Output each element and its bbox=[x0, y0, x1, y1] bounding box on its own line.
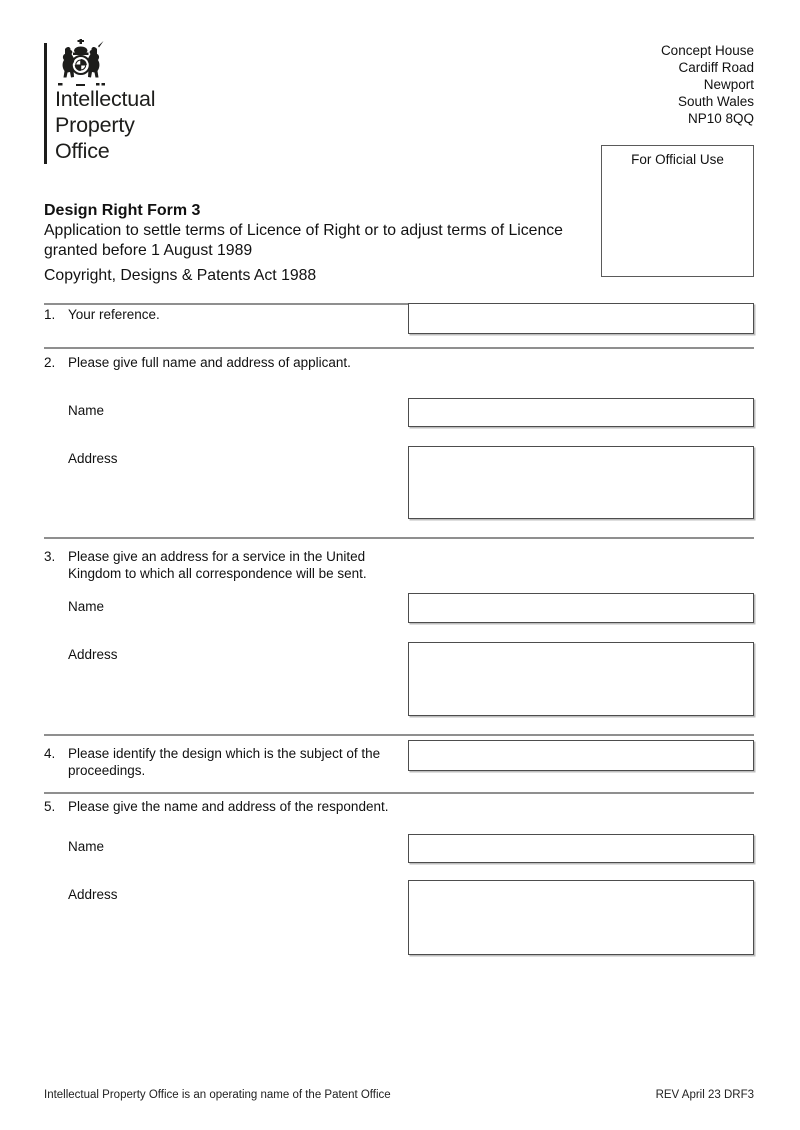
address-line: Newport bbox=[703, 77, 754, 92]
form-act-line: Copyright, Designs & Patents Act 1988 bbox=[44, 267, 317, 284]
section-4-question: Please identify the design which is the subject of the proceedings. bbox=[68, 746, 381, 778]
service-name-input[interactable] bbox=[408, 593, 754, 623]
form-title: Design Right Form 3 bbox=[44, 202, 201, 219]
footer-operating-name: Intellectual Property Office is an operating name of the Patent Office bbox=[44, 1089, 391, 1101]
section-2-question: Please give full name and address of applicant. bbox=[68, 355, 351, 370]
address-line: Cardiff Road bbox=[678, 60, 754, 75]
section-5-question: Please give the name and address of the respondent. bbox=[68, 799, 389, 814]
logo-vertical-bar bbox=[44, 43, 47, 164]
respondent-address-input[interactable] bbox=[408, 880, 754, 955]
form-subtitle: Application to settle terms of Licence of Right or to adjust terms of Licence granted before 1 August 1989 bbox=[44, 222, 563, 259]
service-address-label: Address bbox=[68, 647, 118, 662]
your-reference-input[interactable] bbox=[408, 303, 754, 334]
section-divider bbox=[44, 537, 754, 539]
section-5-number: 5. bbox=[44, 799, 56, 814]
section-3-number: 3. bbox=[44, 549, 56, 564]
address-line: NP10 8QQ bbox=[687, 111, 754, 126]
ipo-logo-wordmark bbox=[55, 86, 155, 164]
section-divider bbox=[44, 792, 754, 794]
design-subject-input[interactable] bbox=[408, 740, 754, 771]
office-address-block bbox=[661, 42, 754, 127]
section-1-number: 1. bbox=[44, 307, 56, 322]
service-name-label: Name bbox=[68, 599, 105, 614]
for-official-use-label: For Official Use bbox=[631, 152, 724, 167]
respondent-name-label: Name bbox=[68, 839, 105, 854]
royal-coat-of-arms-icon bbox=[54, 39, 108, 87]
logo-line-3: Office bbox=[55, 139, 110, 163]
section-3-question: Please give an address for a service in the United Kingdom to which all correspondence will be sent. bbox=[68, 549, 367, 581]
address-line: Concept House bbox=[660, 43, 754, 58]
section-2-number: 2. bbox=[44, 355, 56, 370]
section-4-number: 4. bbox=[44, 746, 56, 761]
service-address-input[interactable] bbox=[408, 642, 754, 716]
respondent-name-input[interactable] bbox=[408, 834, 754, 863]
section-1-question: Your reference. bbox=[68, 307, 160, 322]
footer-revision-code: REV April 23 DRF3 bbox=[655, 1089, 754, 1101]
respondent-address-label: Address bbox=[68, 887, 118, 902]
applicant-name-input[interactable] bbox=[408, 398, 754, 427]
for-official-use-box bbox=[601, 145, 754, 277]
applicant-name-label: Name bbox=[68, 403, 105, 418]
section-divider bbox=[44, 734, 754, 736]
applicant-address-label: Address bbox=[68, 451, 118, 466]
logo-line-2: Property bbox=[55, 113, 135, 137]
address-line: South Wales bbox=[677, 94, 754, 109]
section-divider bbox=[44, 347, 754, 349]
logo-line-1: Intellectual bbox=[55, 87, 156, 111]
applicant-address-input[interactable] bbox=[408, 446, 754, 519]
